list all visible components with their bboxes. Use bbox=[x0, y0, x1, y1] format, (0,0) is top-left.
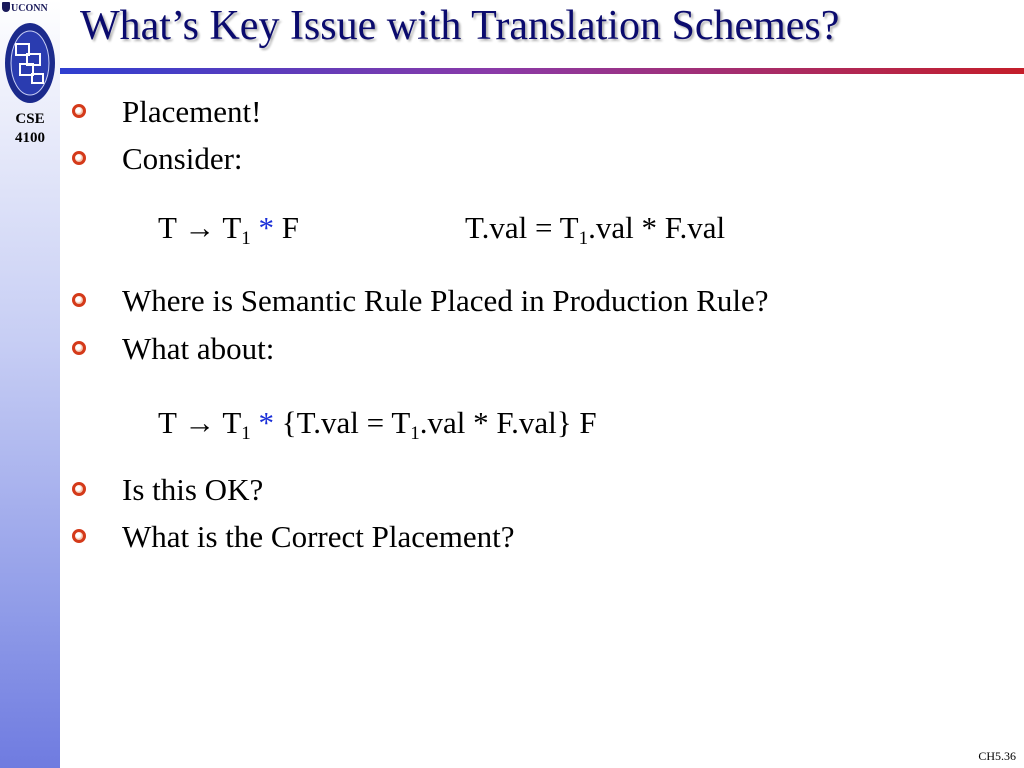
formula-star: * bbox=[258, 405, 275, 440]
bullet-icon bbox=[72, 104, 86, 118]
formula-rhs: F bbox=[274, 210, 300, 245]
page-number: CH5.36 bbox=[978, 749, 1016, 763]
bullet-text: Where is Semantic Rule Placed in Production Rule? bbox=[122, 283, 769, 318]
formula-lhs: T → T bbox=[158, 210, 242, 245]
cse-seal-icon bbox=[3, 18, 57, 104]
bullet-icon bbox=[72, 293, 86, 307]
rule-part-b: .val * F.val} F bbox=[419, 405, 597, 440]
bullet-icon bbox=[72, 482, 86, 496]
formula-production-1 bbox=[158, 210, 726, 249]
bullet-icon bbox=[72, 529, 86, 543]
rule-part-a: {T.val = T bbox=[274, 405, 411, 440]
bullet-item bbox=[72, 283, 769, 319]
bullet-text: Placement! bbox=[122, 94, 262, 129]
bullet-text: Is this OK? bbox=[122, 472, 264, 507]
bullet-item bbox=[72, 141, 243, 177]
formula-semantic-rule bbox=[465, 210, 726, 249]
title-divider bbox=[60, 68, 1024, 74]
course-code-line1: CSE bbox=[15, 111, 45, 127]
bullet-item bbox=[72, 94, 261, 130]
formula-production-2 bbox=[158, 405, 597, 444]
bullet-text: Consider: bbox=[122, 141, 243, 176]
course-code bbox=[0, 110, 60, 148]
bullet-icon bbox=[72, 151, 86, 165]
bullet-text: What is the Correct Placement? bbox=[122, 519, 515, 554]
formula-subscript: 1 bbox=[241, 423, 251, 444]
bullet-item bbox=[72, 472, 263, 508]
formula-star: * bbox=[258, 210, 275, 245]
slide-title: What’s Key Issue with Translation Schemes? bbox=[80, 3, 840, 49]
uconn-logo bbox=[2, 2, 48, 14]
bullet-icon bbox=[72, 341, 86, 355]
formula-lhs: T → T bbox=[158, 405, 242, 440]
rule-part-a: T.val = T bbox=[465, 210, 579, 245]
bullet-item bbox=[72, 519, 515, 555]
uconn-shield-icon bbox=[2, 2, 10, 12]
rule-part-b: .val * F.val bbox=[588, 210, 726, 245]
bullet-item bbox=[72, 331, 274, 367]
course-code-line2: 4100 bbox=[15, 130, 45, 146]
sidebar bbox=[0, 0, 60, 768]
bullet-text: What about: bbox=[122, 331, 275, 366]
formula-subscript: 1 bbox=[241, 228, 251, 249]
uconn-label: UCONN bbox=[11, 3, 48, 14]
rule-subscript: 1 bbox=[578, 228, 589, 249]
rule-subscript: 1 bbox=[410, 423, 420, 444]
